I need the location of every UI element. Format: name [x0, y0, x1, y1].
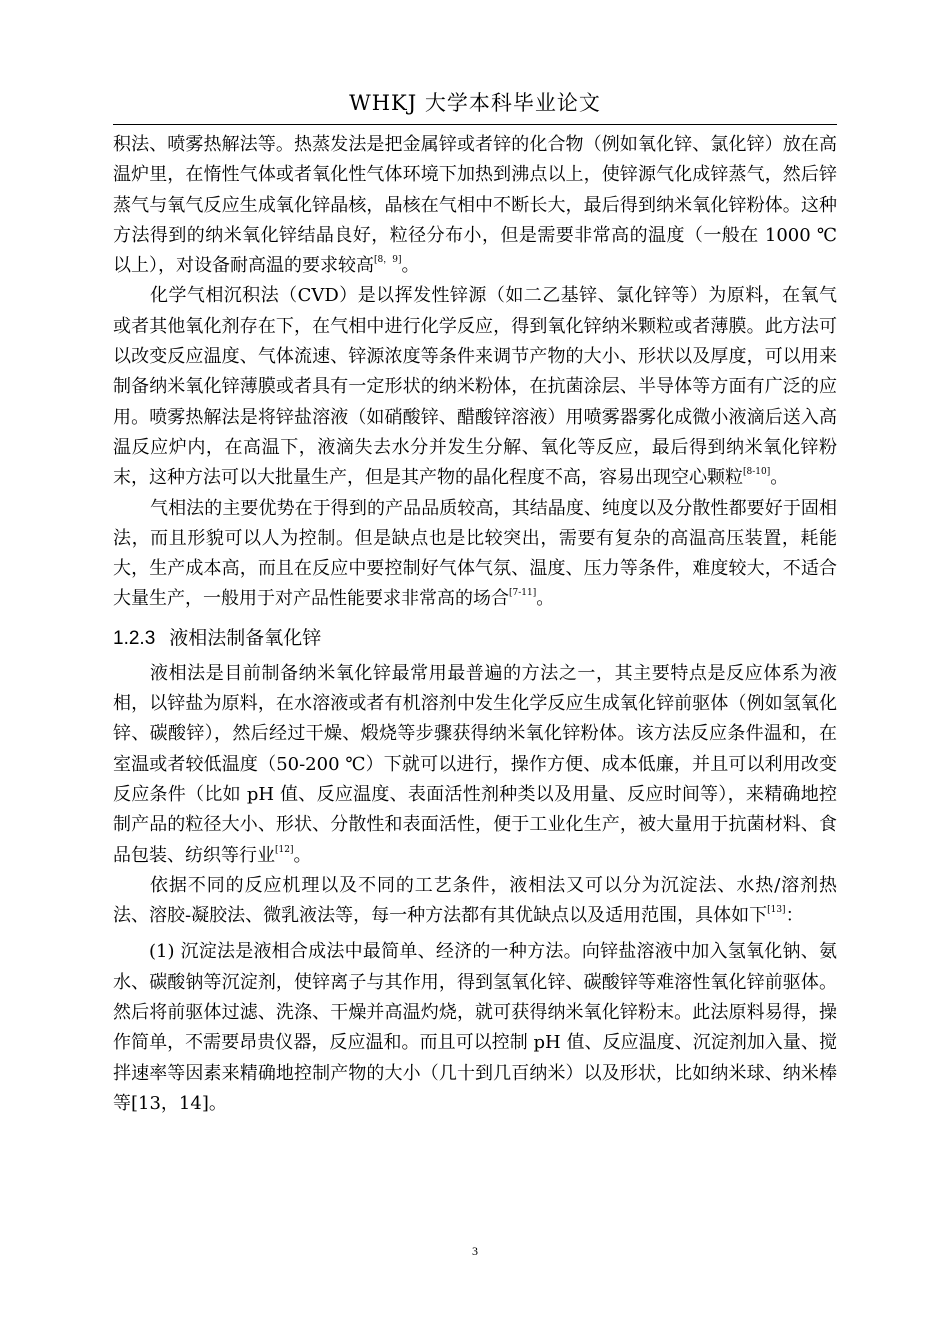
- paragraph-text: 气相法的主要优势在于得到的产品品质较高，其结晶度、纯度以及分散性都要好于固相法，而且形貌可以人为控制。但是缺点也是比较突出，需要有复杂的高温高压装置，耗能大，生产成本高，而且在反应中要控制好气体气氛、温度、压力等条件，难度较大，不适合大量生产，一般用于对产品性能要求非常高的场合: [113, 497, 837, 610]
- citation: [7-11]: [509, 588, 537, 599]
- page-number: 3: [472, 1244, 478, 1258]
- document-body: [113, 130, 837, 1119]
- punctuation: 。: [536, 588, 555, 610]
- citation: [13]: [767, 905, 786, 916]
- paragraph-text: 依据不同的反应机理以及不同的工艺条件，液相法又可以分为沉淀法、水热/溶剂热法、溶胶-凝胶法、微乳液法等，每一种方法都有其优缺点以及适用范围，具体如下: [113, 874, 837, 927]
- header-rule: [113, 124, 837, 125]
- paragraph-precipitation-method: (1) 沉淀法是液相合成法中最简单、经济的一种方法。向锌盐溶液中加入氢氧化钠、氨水、碳酸钠等沉淀剂，使锌离子与其作用，得到氢氧化锌、碳酸锌等难溶性氧化锌前驱体。然后将前驱体过滤、洗涤、干燥并高温灼烧，就可获得纳米氧化锌粉末。此法原料易得，操作简单，不需要昂贵仪器，反应温和。而且可以控制 pH 值、反应温度、沉淀剂加入量、搅拌速率等因素来精确地控制产物的大小（几十到几百纳米）以及形状，比如纳米球、纳米棒等[13，14]。: [113, 941, 837, 1114]
- punctuation: ：: [785, 905, 804, 927]
- section-title: 液相法制备氧化锌: [169, 626, 322, 649]
- paragraph-liquid-phase: [113, 659, 837, 871]
- citation: [8-10]: [743, 467, 771, 478]
- citation: [12]: [275, 844, 294, 855]
- paragraph-text: 积法、喷雾热解法等。热蒸发法是把金属锌或者锌的化合物（例如氧化锌、氯化锌）放在高温炉里，在惰性气体或者氧化性气体环境下加热到沸点以上，使锌源气化成锌蒸气，然后锌蒸气与氧气反应生成氧化锌晶核，晶核在气相中不断长大，最后得到纳米氧化锌粉体。这种方法得到的纳米氧化锌结晶良好，粒径分布小，但是需要非常高的温度（一般在 1000 ℃以上），对设备耐高温的要求较高: [113, 134, 837, 277]
- paragraph-classification: [113, 871, 837, 932]
- paragraph-thermal-evaporation: [113, 130, 837, 281]
- punctuation: 。: [293, 844, 312, 866]
- punctuation: 。: [401, 255, 420, 277]
- page-header: WHKJ 大学本科毕业论文: [349, 91, 601, 115]
- punctuation: 。: [770, 467, 789, 489]
- paragraph-text: 化学气相沉积法（CVD）是以挥发性锌源（如二乙基锌、氯化锌等）为原料，在氧气或者其他氧化剂存在下，在气相中进行化学反应，得到氧化锌纳米颗粒或者薄膜。此方法可以改变反应温度、气体流速、锌源浓度等条件来调节产物的大小、形状以及厚度，可以用来制备纳米氧化锌薄膜或者具有一定形状的纳米粉体，在抗菌涂层、半导体等方面有广泛的应用。喷雾热解法是将锌盐溶液（如硝酸锌、醋酸锌溶液）用喷雾器雾化成微小液滴后送入高温反应炉内，在高温下，液滴失去水分并发生分解、氧化等反应，最后得到纳米氧化锌粉末，这种方法可以大批量生产，但是其产物的晶化程度不高，容易出现空心颗粒: [113, 285, 837, 489]
- paragraph-cvd: [113, 281, 837, 493]
- citation: [8，9]: [374, 255, 402, 266]
- section-heading: [113, 622, 837, 655]
- paragraph-text: 液相法是目前制备纳米氧化锌最常用最普遍的方法之一，其主要特点是反应体系为液相，以锌盐为原料，在水溶液或者有机溶剂中发生化学反应生成氧化锌前驱体（例如氢氧化锌、碳酸锌），然后经过干燥、煅烧等步骤获得纳米氧化锌粉体。该方法反应条件温和，在室温或者较低温度（50-200 ℃）下就可以进行，操作方便、成本低廉，并且可以利用改变反应条件（比如 pH 值、反应温度、表面活性剂种类以及用量、反应时间等），来精确地控制产品的粒径大小、形状、分散性和表面活性，便于工业化生产，被大量用于抗菌材料、食品包装、纺织等行业: [113, 662, 837, 866]
- paragraph-gas-phase-summary: [113, 494, 837, 615]
- section-number: 1.2.3: [113, 627, 156, 649]
